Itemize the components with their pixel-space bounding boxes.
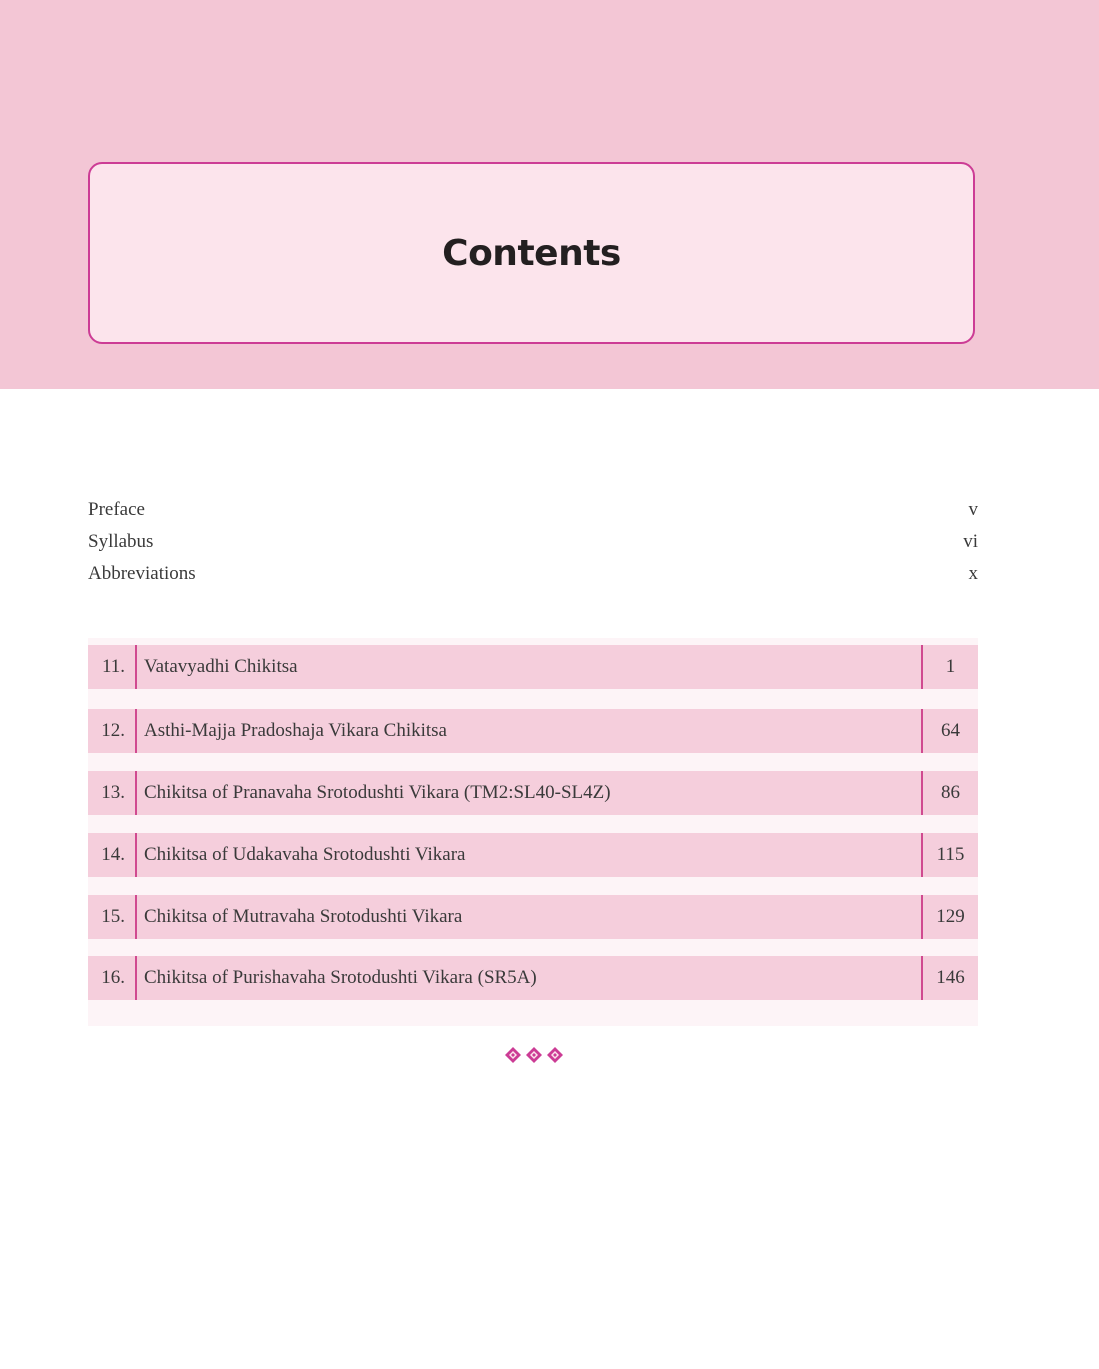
- chapter-number: 15.: [101, 906, 125, 927]
- chapter-number: 16.: [101, 967, 125, 988]
- chapter-row[interactable]: [88, 645, 978, 689]
- front-matter-item-preface[interactable]: [88, 497, 978, 529]
- chapter-title: Chikitsa of Purishavaha Srotodushti Vikara (SR5A): [135, 956, 921, 1000]
- chapter-title: Chikitsa of Pranavaha Srotodushti Vikara (TM2:SL40-SL4Z): [135, 771, 921, 815]
- front-matter-label: Abbreviations: [88, 563, 196, 584]
- front-matter-item-abbreviations[interactable]: [88, 561, 978, 593]
- chapter-row[interactable]: [88, 833, 978, 877]
- chapter-number: 12.: [101, 720, 125, 741]
- chapter-title: Asthi-Majja Pradoshaja Vikara Chikitsa: [135, 709, 921, 753]
- front-matter-page: v: [968, 499, 978, 520]
- chapter-list: [88, 638, 978, 1026]
- chapter-row[interactable]: [88, 771, 978, 815]
- chapter-title: Vatavyadhi Chikitsa: [135, 645, 921, 689]
- front-matter-page: x: [968, 563, 978, 584]
- chapter-number: 13.: [101, 782, 125, 803]
- chapter-page: 86: [921, 771, 978, 815]
- chapter-number: 14.: [101, 844, 125, 865]
- front-matter-item-syllabus[interactable]: [88, 529, 978, 561]
- front-matter-label: Preface: [88, 499, 145, 520]
- chapter-page: 115: [921, 833, 978, 877]
- front-matter-page: vi: [963, 531, 978, 552]
- chapter-row[interactable]: [88, 956, 978, 1000]
- chapter-page: 129: [921, 895, 978, 939]
- chapter-page: 64: [921, 709, 978, 753]
- chapter-row[interactable]: [88, 895, 978, 939]
- title-box: [88, 162, 975, 344]
- chapter-title: Chikitsa of Mutravaha Srotodushti Vikara: [135, 895, 921, 939]
- front-matter-list: [88, 497, 978, 593]
- chapter-page: 146: [921, 956, 978, 1000]
- chapter-number: 11.: [101, 656, 125, 677]
- page-title: Contents: [442, 232, 621, 274]
- front-matter-label: Syllabus: [88, 531, 154, 552]
- diamond-ornament-icon: [504, 1046, 564, 1064]
- chapter-title: Chikitsa of Udakavaha Srotodushti Vikara: [135, 833, 921, 877]
- chapter-page: 1: [921, 645, 978, 689]
- chapter-row[interactable]: [88, 709, 978, 753]
